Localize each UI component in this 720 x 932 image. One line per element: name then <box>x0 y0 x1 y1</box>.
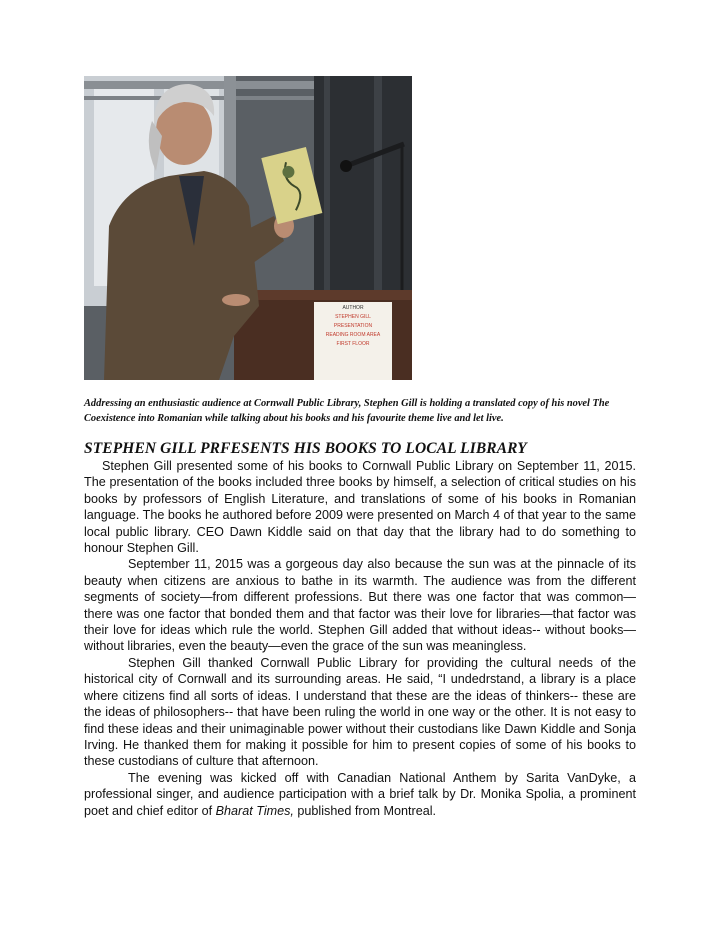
paragraph: September 11, 2015 was a gorgeous day also because the sun was at the pinnacle of its beauty when citizens are anxious to bathe in its warmth. The audience was from the different segments of society—from different professions. But there was one factor that was common—there was one factor that bonded them and that factor was their love for libraries—that factor was their love for ideas which rule the world. Stephen Gill added that without ideas-- without books—without libraries, even the beauty—even the grace of the sun was meaningless. <box>84 557 636 654</box>
podium-sign <box>314 304 392 349</box>
sign-line: PRESENTATION <box>333 323 373 329</box>
paragraph: Stephen Gill presented some of his books to Cornwall Public Library on September 11, 2015. The presentation of the books included three books by himself, a selection of critical studies on his books by professors of English Literature, and translations of some of his books in Romanian language. The books he authored before 2009 were presented on March 4 of that year to the same local public library. CEO Dawn Kiddle said on that day that the library had to do something to honour Stephen Gill. <box>84 459 636 556</box>
sign-line: FIRST FLOOR <box>336 341 370 347</box>
sign-line: READING ROOM AREA <box>325 332 381 338</box>
paragraph <box>84 770 636 819</box>
article-headline: STEPHEN GILL PRFESENTS HIS BOOKS TO LOCAL LIBRARY <box>84 440 527 457</box>
event-photo <box>84 76 412 380</box>
paragraph: Stephen Gill thanked Cornwall Public Library for providing the cultural needs of the historical city of Cornwall and its surrounding areas. He said, “I undedrstand, a library is a place where citizens find all sorts of ideas. I understand that these are the ideas of thinkers-- these are the ideas of philosophers-- that have been ruling the world in one way or the other. It is not easy to find these ideas and their unimaginable power without their custodians like Dawn Kiddle and Sonja Irving. He thanked them for making it possible for him to present copies of some of his books to these custodians of culture that afternoon. <box>84 655 636 769</box>
publication-name: Bharat Times, <box>215 803 294 818</box>
sign-line: STEPHEN GILL <box>335 314 371 320</box>
paragraph-text: The evening was kicked off with Canadian National Anthem by Sarita VanDyke, a professional singer, and audience participation with a brief talk by Dr. Monika Spolia, a prominent poet and chief editor of <box>84 770 636 818</box>
sign-line: AUTHOR <box>342 305 364 311</box>
paragraph-text: published from Montreal. <box>293 803 437 818</box>
photo-caption: Addressing an enthusiastic audience at Cornwall Public Library, Stephen Gill is holding a translated copy of his novel The Coexistence into Romanian while talking about his books and his favourite theme live and let live. <box>84 398 610 424</box>
article-body <box>84 458 636 819</box>
